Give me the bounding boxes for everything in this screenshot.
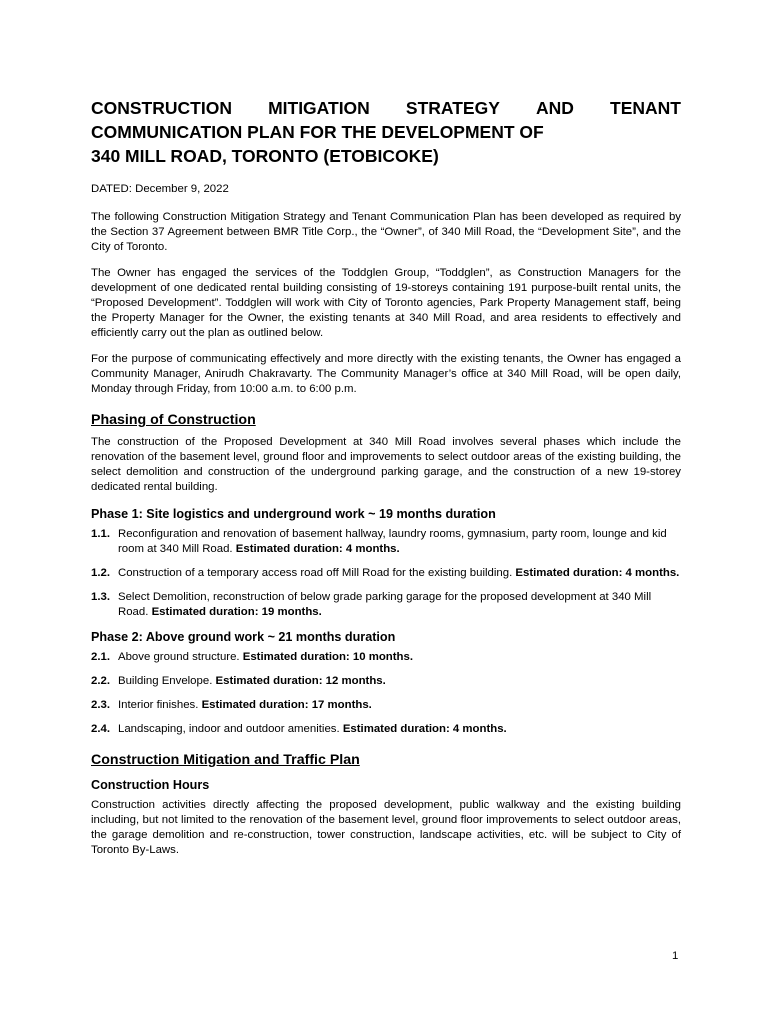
- title-line-3: 340 MILL ROAD, TORONTO (ETOBICOKE): [91, 146, 439, 166]
- item-text: Construction of a temporary access road off Mill Road for the existing building. Estimated duration: 4 months.: [118, 567, 680, 579]
- intro-paragraph-1: The following Construction Mitigation Strategy and Tenant Communication Plan has been developed as required by the Section 37 Agreement between BMR Title Corp., the “Owner”, of 340 Mill Road, the “Development Site”, and the City of Toronto.: [91, 211, 681, 253]
- item-number: 2.1.: [91, 651, 110, 663]
- document-title: [91, 96, 681, 168]
- title-word: MITIGATION: [268, 98, 370, 118]
- list-item: [91, 527, 681, 557]
- title-word: TENANT: [610, 98, 681, 118]
- item-number: 2.3.: [91, 699, 110, 711]
- list-item: [91, 590, 681, 620]
- list-item: [91, 566, 681, 581]
- title-line-2: COMMUNICATION PLAN FOR THE DEVELOPMENT OF: [91, 122, 544, 142]
- list-item: [91, 650, 681, 665]
- list-item: [91, 674, 681, 689]
- phase-1-heading: Phase 1: Site logistics and underground work ~ 19 months duration: [91, 507, 496, 521]
- document-page: [91, 96, 681, 869]
- item-text: Select Demolition, reconstruction of below grade parking garage for the proposed development at 340 Mill Road. Estimated duration: 19 months.: [118, 591, 652, 618]
- list-item: [91, 698, 681, 713]
- list-item: [91, 722, 681, 737]
- phasing-paragraph: The construction of the Proposed Development at 340 Mill Road involves several phases which include the renovation of the basement level, ground floor and improvements to select outdoor areas of the existing building, the select demolition and construction of the underground parking garage, and the construction of a new 19-storey dedicated rental building.: [91, 436, 681, 493]
- title-line-1: [91, 96, 681, 120]
- phase-2-heading: Phase 2: Above ground work ~ 21 months duration: [91, 630, 396, 644]
- item-number: 2.4.: [91, 723, 110, 735]
- intro-paragraph-2: The Owner has engaged the services of the Toddglen Group, “Toddglen”, as Construction Managers for the development of one dedicated rental building consisting of 19-storeys containing 191 purpose-built rental units, the “Proposed Development”. Toddglen will work with City of Toronto agencies, Park Property Management staff, being the Property Manager for the Owner, the existing tenants at 340 Mill Road, and area residents to effectively and efficiently carry out the plan as outlined below.: [91, 267, 681, 339]
- item-number: 1.2.: [91, 567, 110, 579]
- dated-line: DATED: December 9, 2022: [91, 183, 229, 195]
- item-text: Above ground structure. Estimated duration: 10 months.: [118, 651, 413, 663]
- title-word: STRATEGY: [405, 98, 500, 118]
- title-word: AND: [536, 98, 574, 118]
- item-number: 2.2.: [91, 675, 110, 687]
- item-number: 1.1.: [91, 528, 110, 540]
- item-text: Reconfiguration and renovation of basement hallway, laundry rooms, gymnasium, party room, lounge and kid room at 340 Mill Road. Estimated duration: 4 months.: [118, 528, 667, 555]
- intro-paragraph-3: For the purpose of communicating effectively and more directly with the existing tenants, the Owner has engaged a Community Manager, Anirudh Chakravarty. The Community Manager’s office at 340 Mill Road, will be open daily, Monday through Friday, from 10:00 a.m. to 6:00 p.m.: [91, 353, 681, 395]
- item-text: Landscaping, indoor and outdoor amenities. Estimated duration: 4 months.: [118, 723, 507, 735]
- section-heading-mitigation: Construction Mitigation and Traffic Plan: [91, 752, 360, 768]
- title-word: CONSTRUCTION: [91, 98, 232, 118]
- item-text: Building Envelope. Estimated duration: 12 months.: [118, 675, 386, 687]
- construction-hours-heading: Construction Hours: [91, 778, 210, 792]
- item-text: Interior finishes. Estimated duration: 17 months.: [118, 699, 372, 711]
- item-number: 1.3.: [91, 591, 110, 603]
- page-number: 1: [672, 950, 679, 962]
- mitigation-paragraph: Construction activities directly affecting the proposed development, public walkway and the existing building including, but not limited to the renovation of the basement level, ground floor improvements to select outdoor areas, the garage demolition and re-construction, tower construction, landscape activities, etc. will be subject to City of Toronto By-Laws.: [91, 799, 681, 856]
- section-heading-phasing: Phasing of Construction: [91, 412, 256, 428]
